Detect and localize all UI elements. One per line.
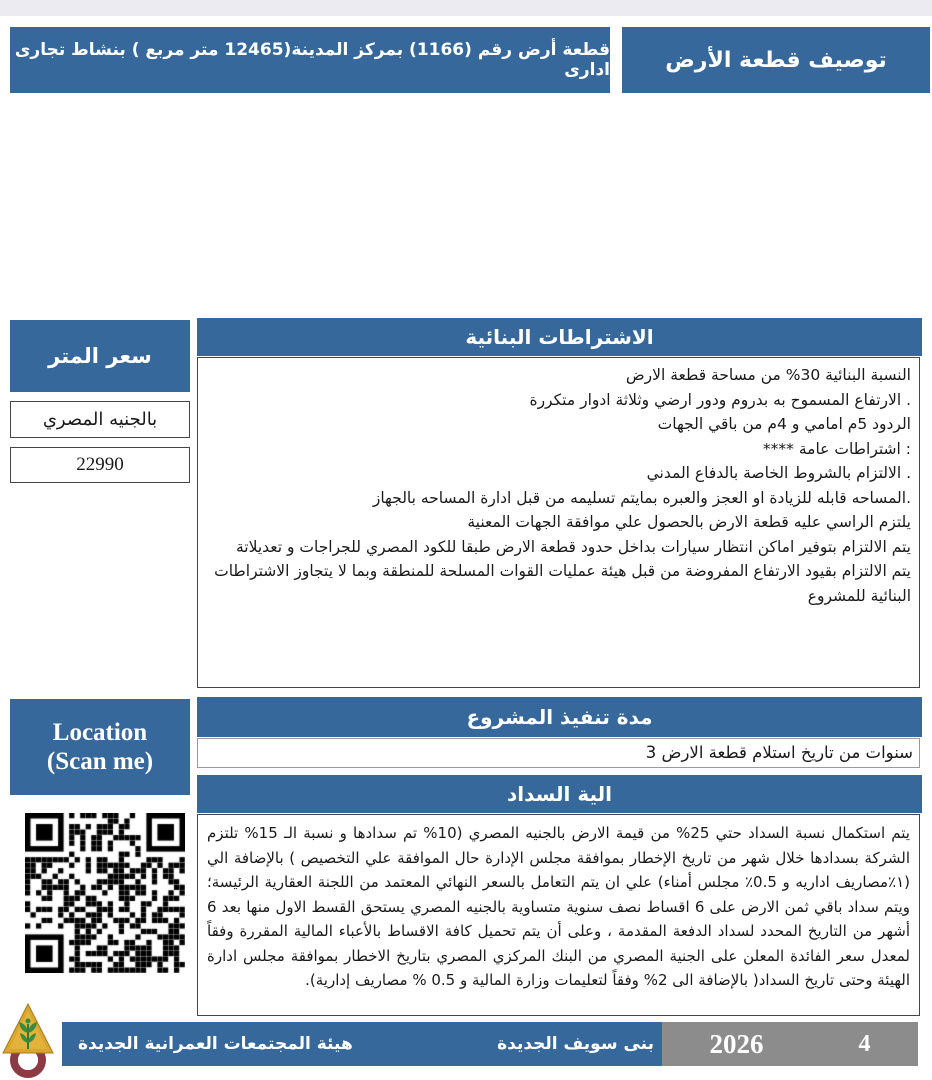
- project-duration-header: مدة تنفيذ المشروع: [197, 697, 922, 737]
- requirement-line: .المساحه قابله للزيادة او العجز والعبره بمايتم تسليمه من قبل ادارة المساحه بالجهاز: [372, 488, 911, 507]
- price-value-box: 22990: [10, 447, 190, 483]
- footer-bar: [62, 1022, 662, 1066]
- location-label-line2: (Scan me): [46, 748, 154, 775]
- building-requirements-header: الاشتراطات البنائية: [197, 318, 922, 356]
- location-label-line1: Location: [52, 718, 148, 746]
- payment-mechanism-body: يتم استكمال نسبة السداد حتي 25% من قيمة الارض بالجنيه المصري (10% تم سدادها و نسبة الـ 15% تلتزم الشركة بسدادها خلال شهر من تاريخ الإخطار بموافقة مجلس الإدارة حال الموافقة علي التخصيص ) بالإضافة الي (١٪مصاريف اداريه و 0.5٪ مجلس أمناء) علي ان يتم التعامل بالسعر النهائي المعتمد من اللجنة العقارية الرئيسة؛ ويتم سداد باقي ثمن الارض على 6 اقساط نصف سنوية متساوية بالجنيه المصري يستحق القسط الاول منها بعد 6 أشهر من التاريخ المحدد لسداد الدفعة المقدمة ، وعلى أن يتم تحميل كافة الاقساط بالأعباء المالية المقررة وفقاً لمعدل سعر الفائدة المعلن على الجنية المصري من البنك المركزي المصري بتاريخ الاخطار بموافقة مجلس ادارة الهيئة وحتى تاريخ السداد( بالإضافة الى 2% وفقاً لتعليمات وزارة المالية و 0.5 % مصاريف إدارية).: [197, 814, 920, 1016]
- requirement-line: : اشتراطات عامة ****: [762, 439, 911, 458]
- footer-authority-name: هيئة المجتمعات العمرانية الجديدة: [78, 1034, 353, 1054]
- section-title: توصيف قطعة الأرض: [622, 27, 930, 93]
- location-scan-label: [10, 699, 190, 795]
- requirement-line: يتم الالتزام بقيود الارتفاع المفروضة من قبل هيئة عمليات القوات المسلحة للمنطقة وبما لا يتجاوز الاشتراطات البنائية للمشروع: [214, 562, 911, 605]
- requirement-line: . الالتزام بالشروط الخاصة بالدفاع المدني: [646, 464, 911, 482]
- nuca-logo: [2, 1002, 58, 1078]
- plot-title: قطعة أرض رقم (1166) بمركز المدينة(12465 متر مربع ) بنشاط تجارى ادارى: [10, 27, 610, 93]
- footer-year: 2026: [709, 1028, 764, 1059]
- top-strip: [0, 0, 932, 16]
- currency-box: بالجنيه المصري: [10, 401, 190, 438]
- price-per-meter-header: سعر المتر: [10, 320, 190, 392]
- project-duration-value: سنوات من تاريخ استلام قطعة الارض 3: [197, 738, 920, 768]
- footer-page-number: 4: [858, 1030, 871, 1057]
- requirement-line: يلتزم الراسي عليه قطعة الارض بالحصول علي موافقة الجهات المعنية: [467, 513, 911, 531]
- requirement-line: . الارتفاع المسموح به بدروم ودور ارضي وثلاثة ادوار متكررة: [529, 390, 911, 409]
- requirement-line: الردود 5م امامي و 4م من باقي الجهات: [657, 415, 911, 433]
- footer-meta-bar: [662, 1022, 918, 1066]
- qr-code: [25, 813, 185, 973]
- building-requirements-body: [197, 357, 920, 688]
- requirement-line: يتم الالتزام بتوفير اماكن انتظار سيارات بداخل حدود قطعة الارض طبقا للكود المصري للجراجات و تعديلاتة: [235, 537, 911, 556]
- footer-city-name: بنى سويف الجديدة: [497, 1034, 654, 1054]
- requirement-line: النسبة البنائية 30% من مساحة قطعة الارض: [625, 366, 911, 384]
- payment-mechanism-header: الية السداد: [197, 775, 922, 813]
